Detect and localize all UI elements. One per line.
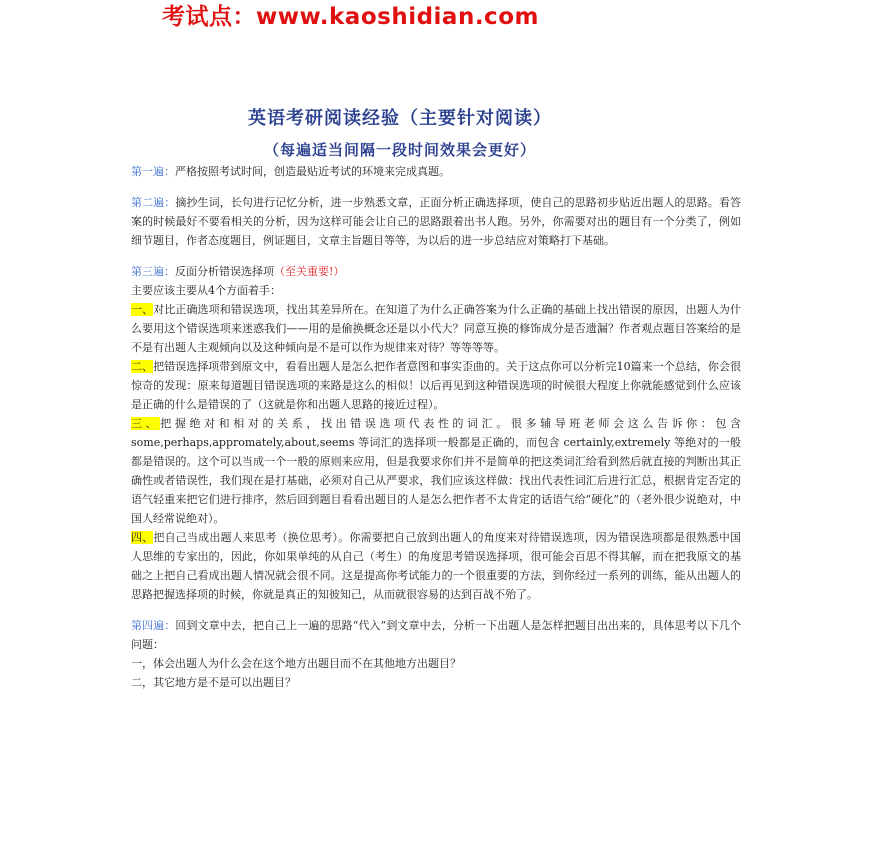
pass2-label: 第二遍： (131, 196, 176, 209)
pass3-label: 第三遍： (131, 265, 175, 278)
pass4-question-1: 一，体会出题人为什么会在这个地方出题目而不在其他地方出题目？ (131, 657, 461, 670)
page-title: 英语考研阅读经验（主要针对阅读） (248, 108, 552, 129)
pass4-paragraph (131, 616, 741, 654)
pass3-note: （至关重要!） (274, 265, 345, 278)
pass2-paragraph (131, 193, 741, 250)
item-3-marker: 三、 (131, 417, 161, 430)
item-4-marker: 四、 (131, 531, 154, 544)
item-2-marker: 二、 (131, 360, 154, 373)
pass1-label: 第一遍： (131, 165, 175, 178)
pass3-item-2 (131, 357, 741, 414)
item-1-text: 对比正确选项和错误选项，找出其差异所在。在知道了为什么正确答案为什么正确的基础上找出错误的原因，出题人为什么要用这个错误选项来迷惑我们——用的是偷换概念还是以小代大？同意互换的修饰成分是否遗漏？作者观点题目答案给的是不是有出题人主观倾向以及这种倾向是不是可以作为规律来对待？等等等等。 (131, 303, 741, 354)
item-1-marker: 一、 (131, 303, 154, 316)
pass3-item-1 (131, 300, 741, 357)
pass3-heading (131, 262, 741, 281)
pass3-text: 反面分析错误选择项 (175, 265, 274, 278)
pass2-text: 摘抄生词，长句进行记忆分析，进一步熟悉文章，正面分析正确选择项，使自己的思路初步贴近出题人的思路。看答案的时候最好不要看相关的分析，因为这样可能会让自己的思路跟着出书人跑。另外，你需要对出的题目有一个分类了，例如细节题目，作者态度题目，例证题目，文章主旨题目等等，为以后的进一步总结应对策略打下基础。 (131, 196, 742, 247)
pass4-question-2: 二，其它地方是不是可以出题目？ (131, 676, 296, 689)
item-4-text: 把自己当成出题人来思考（换位思考）。你需要把自己放到出题人的角度来对待错误选项，因为错误选项都是很熟悉中国人思维的专家出的，因此，你如果单纯的从自己（考生）的角度思考错误选择项，很可能会百思不得其解，而在把我原文的基础之上把自己看成出题人情况就会很不同。这是提高你考试能力的一个很重要的方法，到你经过一系列的训练，能从出题人的思路把握选择项的时候，你就是真正的知彼知己，从而就很容易的达到百战不殆了。 (131, 531, 741, 601)
site-banner: 考试点：www.kaoshidian.com (162, 4, 539, 30)
pass3-item-4 (131, 528, 741, 604)
page-subtitle: （每遍适当间隔一段时间效果会更好） (263, 141, 536, 159)
pass4-label: 第四遍： (131, 619, 176, 632)
pass1-text: 严格按照考试时间，创造最贴近考试的环境来完成真题。 (175, 165, 450, 178)
pass4-text: 回到文章中去，把自己上一遍的思路“代入”到文章中去，分析一下出题人是怎样把题目出出来的，具体思考以下几个问题： (131, 619, 742, 651)
item-3-text: 把握绝对和相对的关系，找出错误选项代表性的词汇。很多辅导班老师会这么告诉你：包含 some,perhaps,appromately,about,seems 等词汇的选择项一般都是正确的，而包含 certainly,extremely 等绝对的一般都是错误的。这个可以当成一个一般的原则来应用，但是我要求你们并不是简单的把这类词汇给看到然后就直接的判断出其正确性或者错误性，我们现在是打基础，必须对自己从严要求，我们应该这样做：找出代表性词汇后进行汇总，根据肯定否定的语气轻重来把它们进行排序，然后回到题目看看出题目的人是怎么把作者不太肯定的话语气给“硬化”的（老外很少说绝对，中国人经常说绝对）。 (131, 417, 742, 525)
pass3-item-3 (131, 414, 741, 528)
pass3-intro: 主要应该主要从4个方面着手： (131, 284, 281, 297)
article-body (131, 162, 741, 692)
pass1-paragraph (131, 162, 741, 181)
item-2-text: 把错误选择项带到原文中，看看出题人是怎么把作者意图和事实歪曲的。关于这点你可以分析完10篇来一个总结，你会很惊奇的发现：原来每道题目错误选项的来路是这么的相似！以后再见到这种错误选项的时候很大程度上你就能感觉到什么应该是正确的什么是错误的了（这就是你和出题人思路的接近过程）。 (131, 360, 741, 411)
